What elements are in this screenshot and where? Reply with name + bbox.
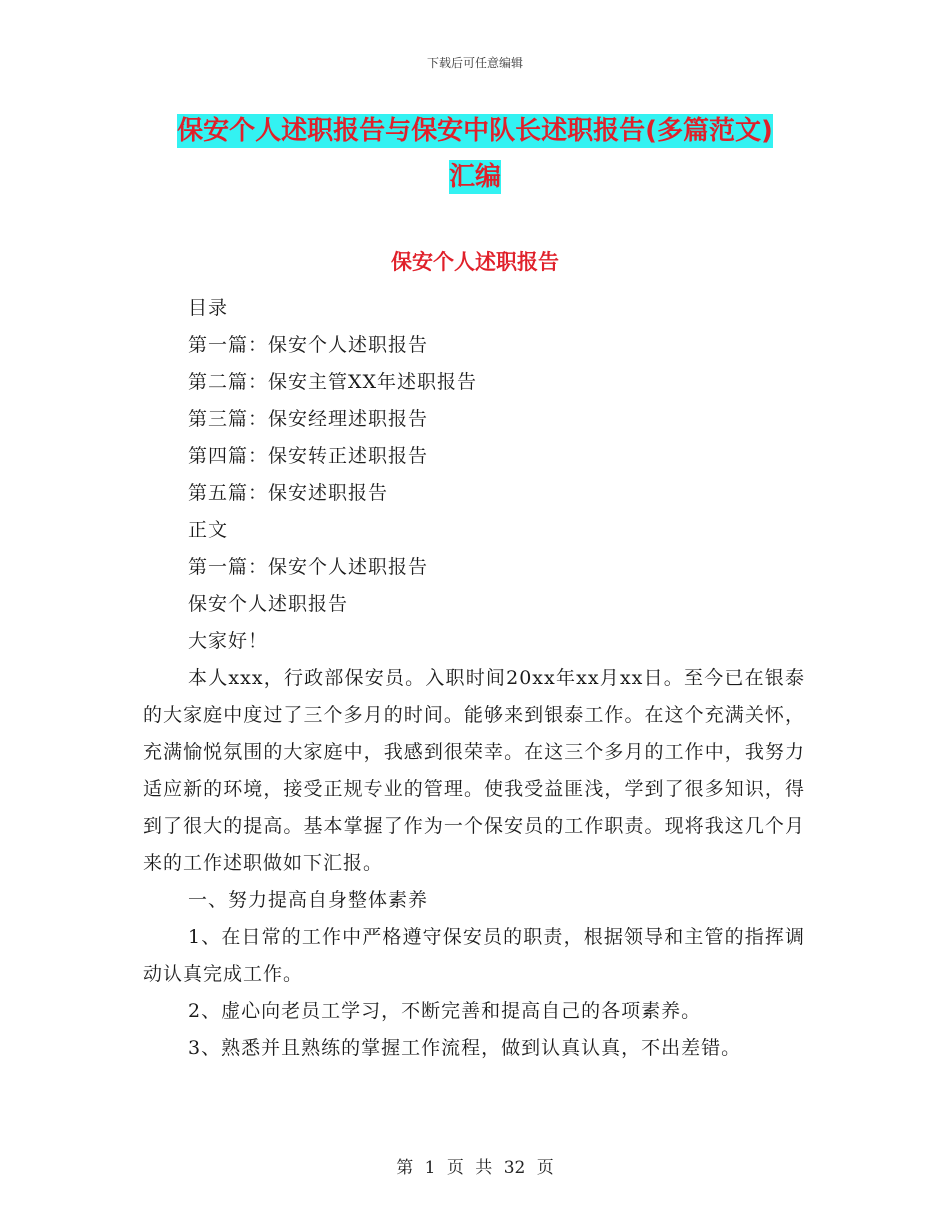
doc-title: 保安个人述职报告 <box>188 593 349 615</box>
toc-heading: 目录 <box>188 297 229 319</box>
greeting: 大家好！ <box>188 630 269 652</box>
page-footer: 第 1 页 共 32 页 <box>396 1158 554 1178</box>
header-note: 下载后可任意编辑 <box>426 56 523 70</box>
point-item: 1、在日常的工作中严格遵守保安员的职责，根据领导和主管的指挥调动认真完成工作。 <box>143 926 805 985</box>
title-line-2: 汇编 <box>448 162 501 192</box>
toc-item: 第一篇：保安个人述职报告 <box>188 334 429 356</box>
point-heading: 一、努力提高自身整体素养 <box>188 889 429 911</box>
toc-item: 第二篇：保安主管XX年述职报告 <box>188 371 478 393</box>
title-line-1: 保安个人述职报告与保安中队长述职报告(多篇范文) <box>177 116 773 146</box>
point-item: 3、熟悉并且熟练的掌握工作流程，做到认真认真，不出差错。 <box>188 1037 742 1059</box>
toc-item: 第三篇：保安经理述职报告 <box>188 408 429 430</box>
section-subtitle: 保安个人述职报告 <box>391 250 559 274</box>
intro-paragraph: 本人xxx，行政部保安员。入职时间20xx年xx月xx日。至今已在银泰的大家庭中度过了三个多月的时间。能够来到银泰工作。在这个充满关怀，充满愉悦氛围的大家庭中，我感到很荣幸。在这三个多月的工作中，我努力适应新的环境，接受正规专业的管理。使我受益匪浅，学到了很多知识，得到了很大的提高。基本掌握了作为一个保安员的工作职责。现将我这几个月来的工作述职做如下汇报。 <box>143 667 805 874</box>
point-item: 2、虚心向老员工学习，不断完善和提高自己的各项素养。 <box>188 1000 702 1022</box>
document-title <box>0 108 950 200</box>
toc-item: 第五篇：保安述职报告 <box>188 482 389 504</box>
toc-item: 第四篇：保安转正述职报告 <box>188 445 429 467</box>
document-body <box>143 290 805 1067</box>
section-title: 第一篇：保安个人述职报告 <box>188 556 429 578</box>
body-heading: 正文 <box>188 519 229 541</box>
